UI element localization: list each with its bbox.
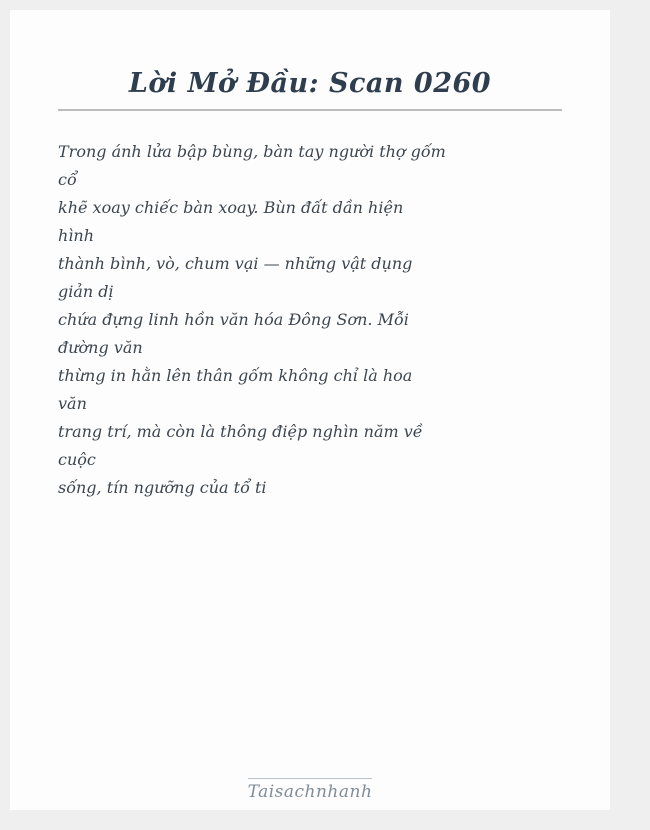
title-divider	[58, 109, 562, 111]
footer-divider	[248, 778, 372, 779]
body-line: khẽ xoay chiếc bàn xoay. Bùn đất dần hiện	[58, 198, 404, 217]
body-line: thừng in hằn lên thân gốm không chỉ là hoa	[58, 366, 413, 385]
body-line: đường văn	[58, 338, 143, 357]
body-line: giản dị	[58, 282, 114, 301]
body-line: hình	[58, 226, 95, 245]
body-text-block	[58, 138, 446, 502]
body-line: văn	[58, 394, 87, 413]
document-page	[10, 10, 610, 810]
body-line: thành bình, vò, chum vại — những vật dụng	[58, 254, 413, 273]
page-footer	[10, 778, 610, 802]
body-line: cổ	[58, 170, 77, 189]
body-line: cuộc	[58, 450, 96, 469]
body-line: chứa đựng linh hồn văn hóa Đông Sơn. Mỗi	[58, 310, 409, 329]
body-line: sống, tín ngưỡng của tổ ti	[58, 478, 267, 497]
body-line: trang trí, mà còn là thông điệp nghìn năm về	[58, 422, 423, 441]
body-line: Trong ánh lửa bập bùng, bàn tay người thợ gốm	[58, 142, 446, 161]
page-title: Lời Mở Đầu: Scan 0260	[128, 68, 492, 99]
footer-brand-watermark: Taisachnhanh	[247, 782, 373, 802]
